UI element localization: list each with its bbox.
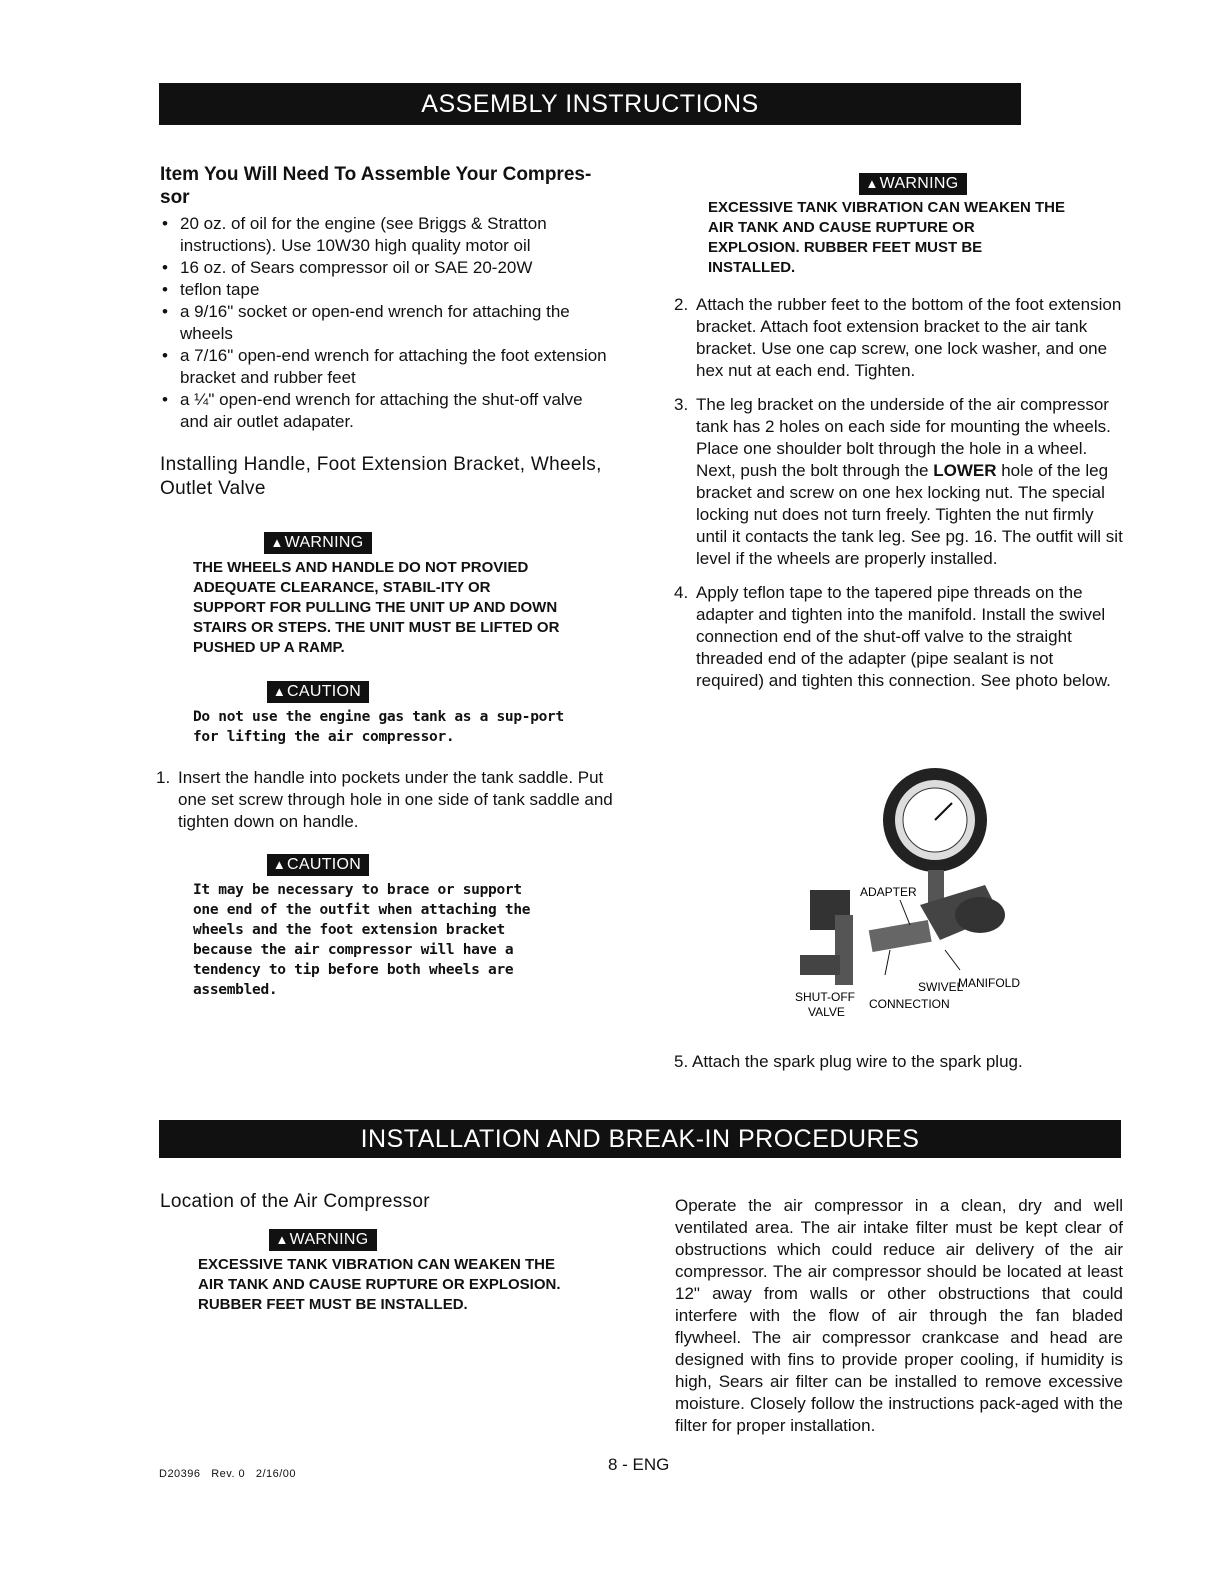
items-list xyxy=(160,213,615,433)
warning-text: THE WHEELS AND HANDLE DO NOT PROVIED ADEQUATE CLEARANCE, STABIL-ITY OR SUPPORT FOR PULLING THE UNIT UP AND DOWN STAIRS OR STEPS. THE UNIT MUST BE LIFTED OR PUSHED UP A RAMP. xyxy=(193,559,560,656)
step-list-left xyxy=(156,767,615,833)
step-4: 4. Apply teflon tape to the tapered pipe threads on the adapter and tighten into the manifold. Install the swivel connection end of the shut-off valve to the straight threaded end of the adapter (pipe sealant is not required) and tighten this connection. See photo below. xyxy=(674,583,1111,690)
warning-block-bottom xyxy=(160,1228,618,1315)
location-heading: Location of the Air Compressor xyxy=(160,1191,430,1212)
shutoff-label: SHUT-OFF xyxy=(795,990,855,1004)
warning-badge: ▲WARNING xyxy=(264,532,371,554)
warning-triangle-icon: ▲ xyxy=(865,176,879,191)
assembly-instructions-banner xyxy=(159,83,1021,125)
caution-text: Do not use the engine gas tank as a sup-port for lifting the air compressor. xyxy=(193,709,564,745)
step-1: 1. Insert the handle into pockets under the tank saddle. Put one set screw through hole in one side of tank saddle and tighten down on handle. xyxy=(156,768,613,831)
caution-triangle-icon: ▲ xyxy=(272,857,287,872)
assembly-instructions-title: ASSEMBLY INSTRUCTIONS xyxy=(421,90,759,118)
installation-banner xyxy=(159,1120,1121,1158)
list-item: • a ¼" open-end wrench for attaching the shut-off valve and air outlet adapater. xyxy=(160,389,615,433)
step-5: 5. Attach the spark plug wire to the spark plug. xyxy=(674,1052,1023,1071)
warning-badge: ▲WARNING xyxy=(859,173,966,195)
page-number: 8 - ENG xyxy=(608,1455,670,1474)
caution-badge: ▲CAUTION xyxy=(267,681,369,703)
caution-block-2 xyxy=(160,853,593,1000)
caution-block-1 xyxy=(160,680,593,747)
warning-text: EXCESSIVE TANK VIBRATION CAN WEAKEN THE AIR TANK AND CAUSE RUPTURE OR EXPLOSION. RUBBER FEET MUST BE INSTALLED. xyxy=(198,1256,561,1313)
left-column xyxy=(156,163,615,1000)
manifold-label: MANIFOLD xyxy=(958,976,1021,990)
warning-block-1 xyxy=(160,531,593,658)
document-id: D20396 Rev. 0 2/16/00 xyxy=(159,1468,297,1480)
connection-label: CONNECTION xyxy=(869,997,950,1011)
warning-badge: ▲WARNING xyxy=(269,1229,376,1251)
list-item: • a 7/16" open-end wrench for attaching the foot extension bracket and rubber feet xyxy=(160,345,615,389)
caution-badge: ▲CAUTION xyxy=(267,854,369,876)
step-3: 3. The leg bracket on the underside of the air compressor tank has 2 holes on each side for mounting the wheels. Place one shoulder bolt through the hole in a wheel. Next, push the bolt through the LOWER hole of the leg bracket and screw on one hex locking nut. The special locking nut does not turn freely. Tighten the nut firmly until it contacts the tank leg. See pg. 16. The outfit will sit level if the wheels are properly installed. xyxy=(674,395,1123,568)
right-column xyxy=(674,172,1124,692)
caution-triangle-icon: ▲ xyxy=(272,684,287,699)
lower-emphasis: LOWER xyxy=(933,461,997,480)
warning-triangle-icon: ▲ xyxy=(275,1232,289,1247)
adapter-valve-photo xyxy=(780,765,1050,1025)
step-list-right xyxy=(674,294,1124,692)
warning-text: EXCESSIVE TANK VIBRATION CAN WEAKEN THE AIR TANK AND CAUSE RUPTURE OR EXPLOSION. RUBBER FEET MUST BE INSTALLED. xyxy=(708,199,1065,276)
caution-text: It may be necessary to brace or support one end of the outfit when attaching the wheels and the foot extension bracket because the air compressor will have a tendency to tip before both wheels are assembled. xyxy=(193,882,531,998)
valve-label: VALVE xyxy=(808,1005,845,1019)
list-item: • teflon tape xyxy=(160,279,615,301)
bottom-left-column xyxy=(160,1190,620,1315)
list-item: • 16 oz. of Sears compressor oil or SAE 20-20W xyxy=(160,257,615,279)
warning-triangle-icon: ▲ xyxy=(270,535,284,550)
items-heading: Item You Will Need To Assemble Your Compres- sor xyxy=(160,164,592,208)
install-heading: Installing Handle, Foot Extension Bracket, Wheels, Outlet Valve xyxy=(160,454,602,499)
operate-paragraph: Operate the air compressor in a clean, dry and well ventilated area. The air intake filter must be kept clear of obstructions which could reduce air delivery of the air compressor. The air compressor should be located at least 12" away from walls or other obstructions that could interfere with the flow of air through the fan bladed flywheel. The air compressor crankcase and head are designed with fins to provide proper cooling, if humidity is high, Sears air filter can be installed to remove excessive moisture. Closely follow the instructions pack-aged with the filter for proper installation. xyxy=(675,1196,1123,1435)
installation-title: INSTALLATION AND BREAK-IN PROCEDURES xyxy=(360,1125,920,1153)
warning-block-right xyxy=(674,172,1098,278)
swivel-label: SWIVEL xyxy=(918,980,964,994)
list-item: • 20 oz. of oil for the engine (see Briggs & Stratton instructions). Use 10W30 high quality motor oil xyxy=(160,213,615,257)
list-item: • a 9/16" socket or open-end wrench for attaching the wheels xyxy=(160,301,615,345)
adapter-label: ADAPTER xyxy=(860,885,917,899)
step-2: 2. Attach the rubber feet to the bottom of the foot extension bracket. Attach foot extension bracket to the air tank bracket. Use one cap screw, one lock washer, and one hex nut at each end. Tighten. xyxy=(674,295,1122,380)
